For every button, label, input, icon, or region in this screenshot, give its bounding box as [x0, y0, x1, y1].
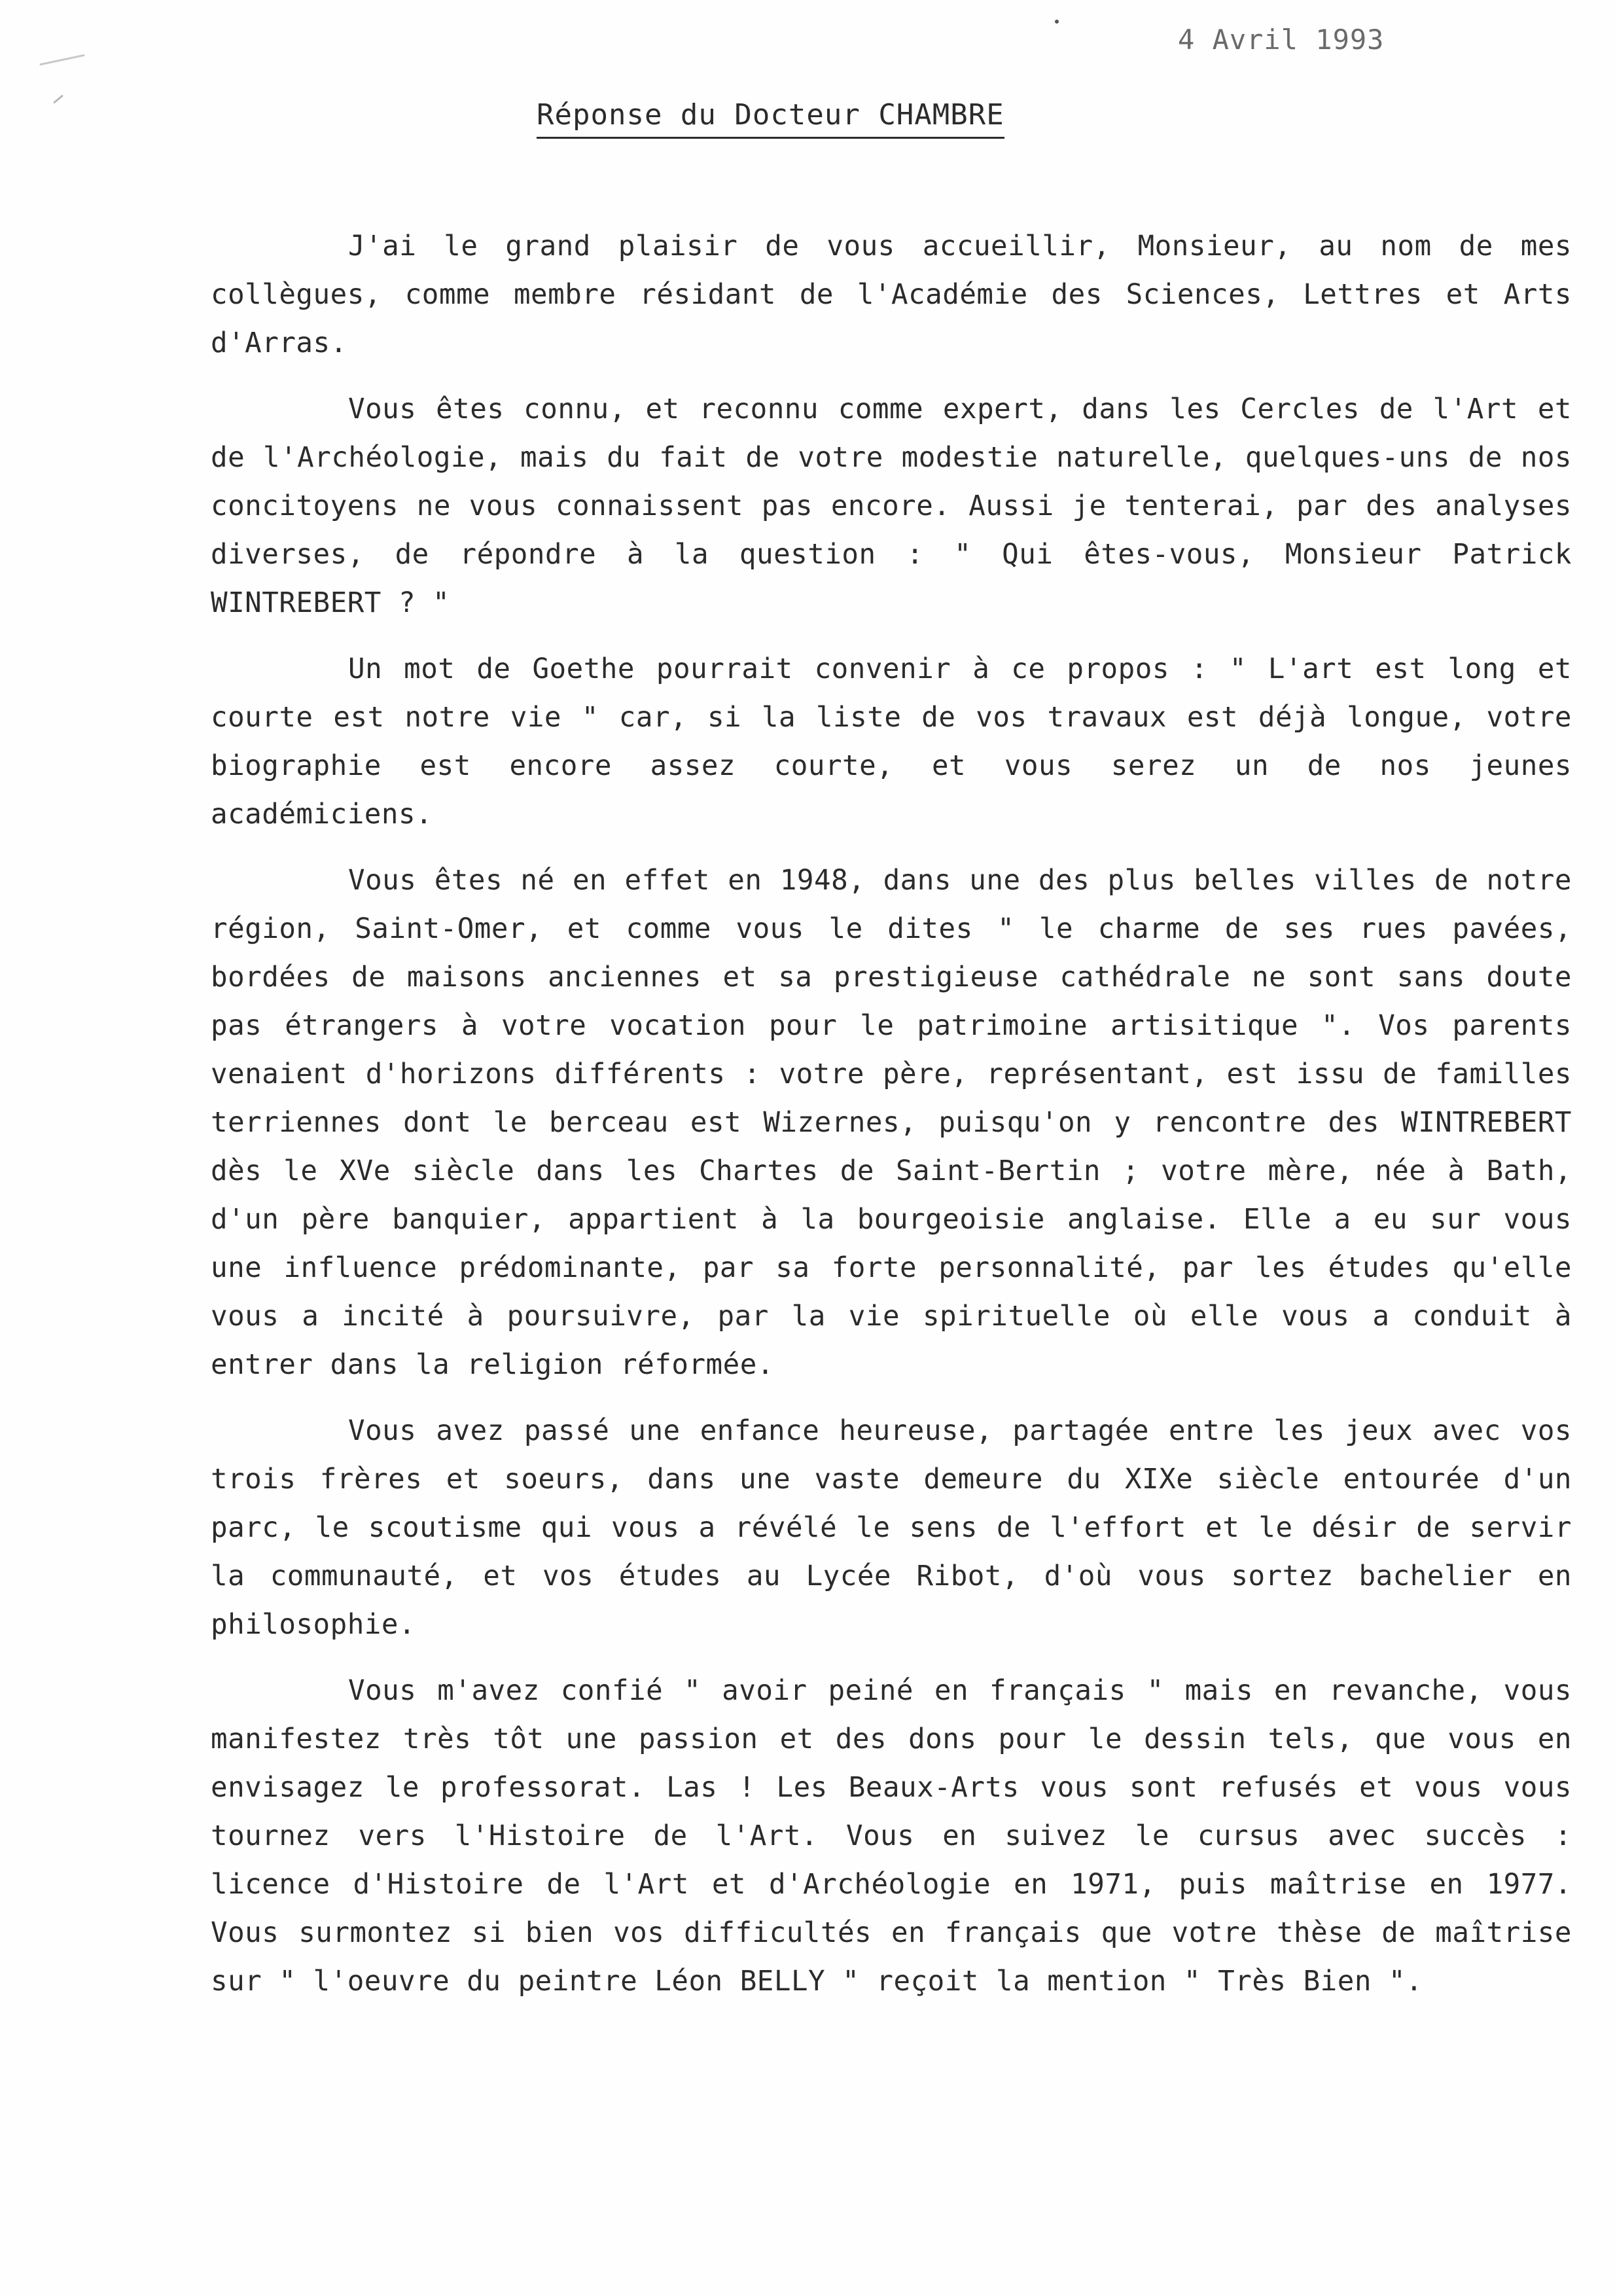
paragraph: Vous êtes né en effet en 1948, dans une des plus belles villes de notre région, Saint-Omer, et comme vous le dites " le charme de ses rues pavées, bordées de maisons anciennes et sa prestigieuse cathédrale ne sont sans doute pas étrangers à votre vocation pour le patrimoine artisitique ". Vos parents venaient d'horizons différents : votre père, représentant, est issu de familles terriennes dont le berceau est Wizernes, puisqu'on y rencontre des WINTREBERT dès le XVe siècle dans les Chartes de Saint-Bertin ; votre mère, née à Bath, d'un père banquier, appartient à la bourgeoisie anglaise. Elle a eu sur vous une influence prédominante, par sa forte personnalité, par les études qu'elle vous a incité à poursuivre, par la vie spirituelle où elle vous a conduit à entrer dans la religion réformée. [211, 865, 1572, 1381]
paragraph: Vous avez passé une enfance heureuse, partagée entre les jeux avec vos trois frères et soeurs, dans une vaste demeure du XIXe siècle entourée d'un parc, le scoutisme qui vous a révélé le sens de l'effort et le désir de servir la communauté, et vos études au Lycée Ribot, d'où vous sortez bachelier en philosophie. [211, 1415, 1572, 1641]
pencil-mark [39, 54, 84, 65]
pencil-mark [53, 95, 63, 104]
document-title: Réponse du Docteur CHAMBRE [537, 98, 1004, 139]
paragraph: Vous m'avez confié " avoir peiné en français " mais en revanche, vous manifestez très tôt une passion et des dons pour le dessin tels, que vous en envisagez le professorat. Las ! Les Beaux-Arts vous sont refusés et vous vous tournez vers l'Histoire de l'Art. Vous en suivez le cursus avec succès : licence d'Histoire de l'Art et d'Archéologie en 1971, puis maîtrise en 1977. Vous surmontez si bien vos difficultés en français que votre thèse de maîtrise sur " l'oeuvre du peintre Léon BELLY " reçoit la mention " Très Bien ". [211, 1675, 1572, 1998]
paragraph: Un mot de Goethe pourrait convenir à ce propos : " L'art est long et courte est notre vie " car, si la liste de vos travaux est déjà longue, votre biographie est encore assez courte, et vous serez un de nos jeunes académiciens. [211, 653, 1572, 831]
document-date: 4 Avril 1993 [1178, 24, 1385, 56]
paragraph: Vous êtes connu, et reconnu comme expert, dans les Cercles de l'Art et de l'Archéologie, mais du fait de votre modestie naturelle, quelques-uns de nos concitoyens ne vous connaissent pas encore. Aussi je tenterai, par des analyses diverses, de répondre à la question : " Qui êtes-vous, Monsieur Patrick WINTREBERT ? " [211, 393, 1572, 619]
document-body [211, 223, 1572, 2024]
paragraph: J'ai le grand plaisir de vous accueillir, Monsieur, au nom de mes collègues, comme membre résidant de l'Académie des Sciences, Lettres et Arts d'Arras. [211, 230, 1572, 359]
ink-dot [1055, 20, 1059, 24]
